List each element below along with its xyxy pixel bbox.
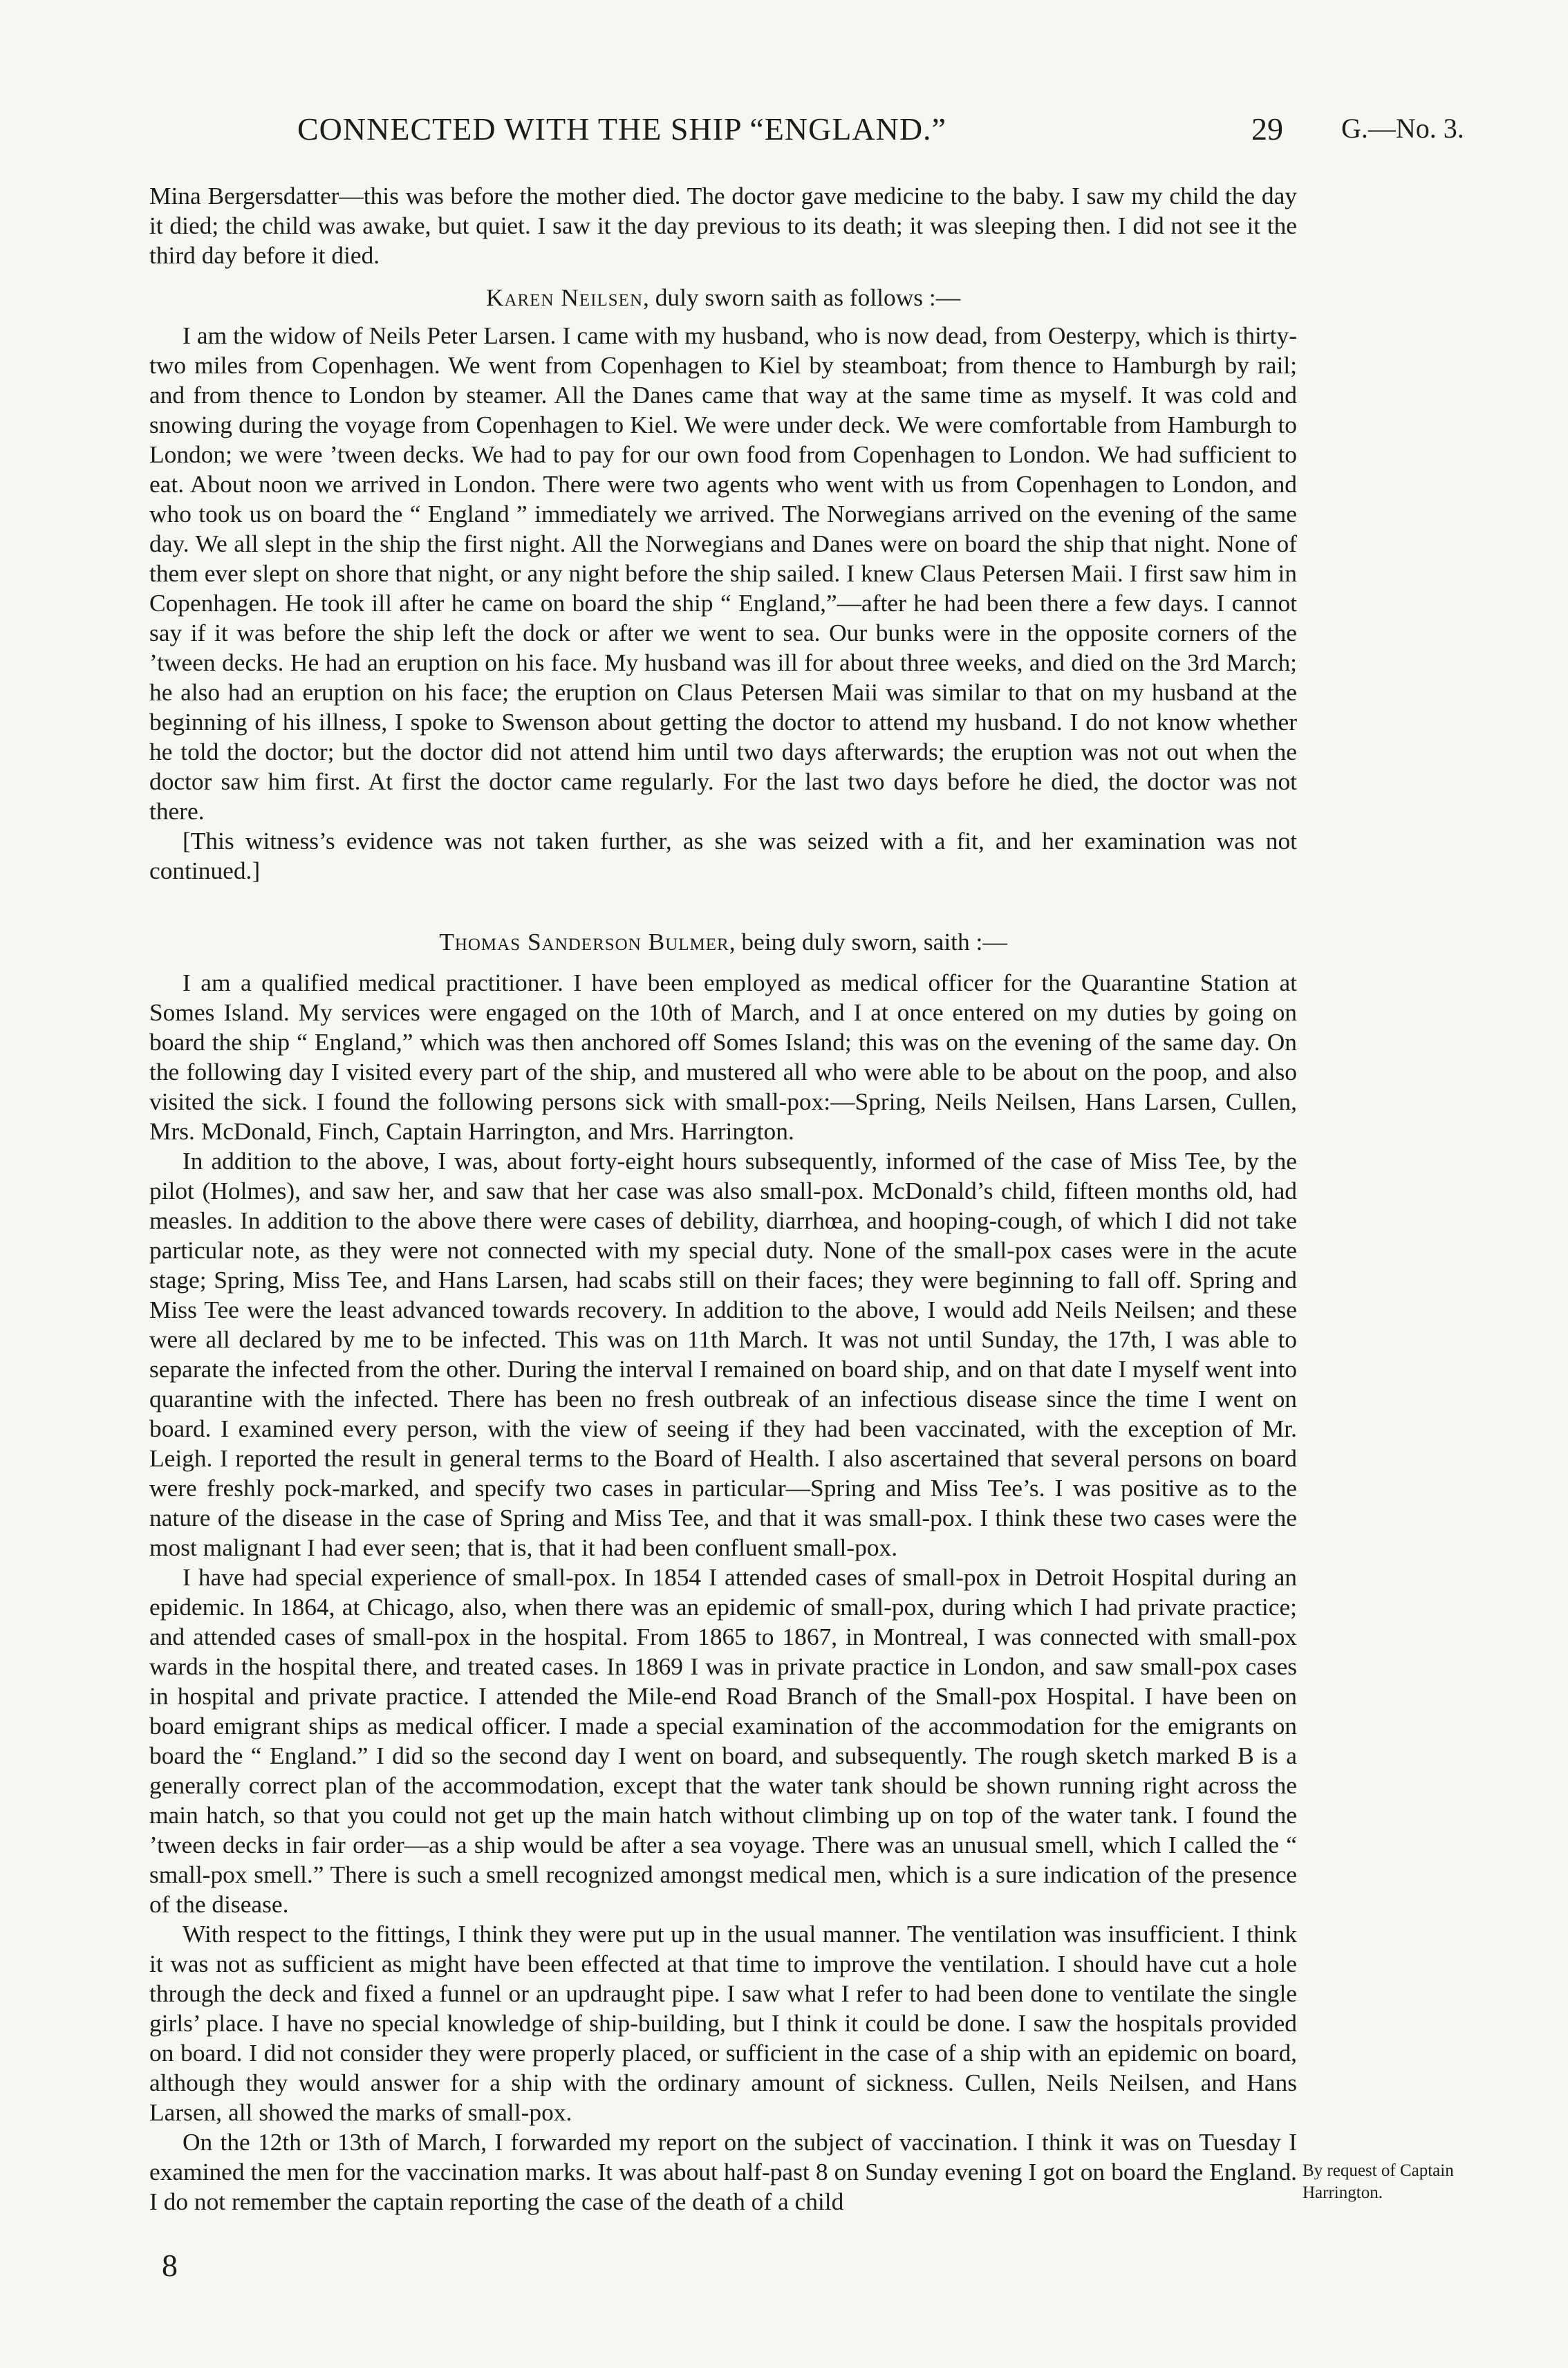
paragraph: I am the widow of Neils Peter Larsen. I came with my husband, who is now dead, from Oesterpy, which is thirty-two miles from Copenhagen. We went from Copenhagen to Kiel by steamboat; from thence to Hamburgh by rail; and from thence to London by steamer. All the Danes came that way at the same time as myself. It was cold and snowing during the voyage from Copenhagen to Kiel. We were under deck. We were comfortable from Hamburgh to London; we were ’tween decks. We had to pay for our own food from Copenhagen to London. We had sufficient to eat. About noon we arrived in London. There were two agents who went with us from Copenhagen to London, and who took us on board the “ England ” immediately we arrived. The Norwegians arrived on the evening of the same day. We all slept in the ship the first night. All the Norwegians and Danes were on board the ship that night. None of them ever slept on shore that night, or any night before the ship sailed. I knew Claus Petersen Maii. I first saw him in Copenhagen. He took ill after he came on board the ship “ England,”—after he had been there a few days. I cannot say if it was before the ship left the dock or after we went to sea. Our bunks were in the opposite corners of the ’tween decks. He had an eruption on his face. My husband was ill for about three weeks, and died on the 3rd March; he also had an eruption on his face; the eruption on Claus Petersen Maii was similar to that on my husband at the beginning of his illness, I spoke to Swenson about getting the doctor to attend my husband. I do not know whether he told the doctor; but the doctor did not attend him until two days afterwards; the eruption was not out when the doctor saw him first. At first the doctor came regularly. For the last two days before he died, the doctor was not there.	[149, 321, 1297, 825]
document-body	[149, 181, 1297, 2217]
paper-reference: G.—No. 3.	[1341, 113, 1464, 144]
witness-heading	[149, 283, 1297, 313]
running-title: CONNECTED WITH THE SHIP “ENGLAND.”	[297, 111, 946, 147]
paragraph: On the 12th or 13th of March, I forwarded my report on the subject of vaccination. I think it was on Tuesday I examined the men for the vaccination marks. It was about half-past 8 on Sunday evening I got on board the England. I do not remember the captain reporting the case of the death of a child	[149, 2128, 1297, 2215]
margin-note: By request of Captain Harrington.	[1303, 2161, 1454, 2202]
page-number: 29	[1251, 111, 1283, 147]
paragraph: Mina Bergersdatter—this was before the mother died. The doctor gave medicine to the baby. I saw my child the day it died; the child was awake, but quiet. I saw it the day previous to its death; it was sleeping then. I did not see it the third day before it died.	[149, 182, 1297, 269]
paragraph: With respect to the fittings, I think they were put up in the usual manner. The ventilation was insufficient. I think it was not as sufficient as might have been effected at that time to improve the ventilation. I should have cut a hole through the deck and fixed a funnel or an updraught pipe. I saw what I refer to had been done to ventilate the single girls’ place. I have no special knowledge of ship-building, but I think it could be done. I saw the hospitals provided on board. I did not consider they were properly placed, or sufficient in the case of a ship with an epidemic on board, although they would answer for a ship with the ordinary amount of sickness. Cullen, Neils Neilsen, and Hans Larsen, all showed the marks of small-pox.	[149, 1920, 1297, 2126]
page-header	[0, 111, 1568, 159]
paragraph: I have had special experience of small-pox. In 1854 I attended cases of small-pox in Detroit Hospital during an epidemic. In 1864, at Chicago, also, when there was an epidemic of small-pox, during which I had private practice; and attended cases of small-pox in the hospital. From 1865 to 1867, in Montreal, I was connected with small-pox wards in the hospital there, and treated cases. In 1869 I was in private practice in London, and saw small-pox cases in hospital and private practice. I attended the Mile-end Road Branch of the Small-pox Hospital. I have been on board emigrant ships as medical officer. I made a special examination of the accommodation for the emigrants on board the “ England.” I did so the second day I went on board, and subsequently. The rough sketch marked B is a generally correct plan of the accommodation, except that the water tank should be shown running right across the main hatch, so that you could not get up the main hatch without climbing up on top of the water tank. I found the ’tween decks in fair order—as a ship would be after a sea voyage. There was an unusual smell, which I called the “ small-pox smell.” There is such a smell recognized amongst medical men, which is a sure indication of the presence of the disease.	[149, 1563, 1297, 1918]
signature-mark: 8	[162, 2248, 178, 2283]
paragraph: In addition to the above, I was, about forty-eight hours subsequently, informed of the case of Miss Tee, by the pilot (Holmes), and saw her, and saw that her case was also small-pox. McDonald’s child, fifteen months old, had measles. In addition to the above there were cases of debility, diarrhœa, and hooping-cough, of which I did not take particular note, as they were not connected with my special duty. None of the small-pox cases were in the acute stage; Spring, Miss Tee, and Hans Larsen, had scabs still on their faces; they were beginning to fall off. Spring and Miss Tee were the least advanced towards recovery. In addition to the above, I would add Neils Neilsen; and these were all declared by me to be infected. This was on 11th March. It was not until Sunday, the 17th, I was able to separate the infected from the other. During the interval I remained on board ship, and on that date I myself went into quarantine with the infected. There has been no fresh outbreak of an infectious disease since the time I went on board. I examined every person, with the view of seeing if they had been vaccinated, with the exception of Mr. Leigh. I reported the result in general terms to the Board of Health. I also ascertained that several persons on board were freshly pock-marked, and specify two cases in particular—Spring and Miss Tee’s. I was positive as to the nature of the disease in the case of Spring and Miss Tee, and that it was small-pox. I think these two cases were the most malignant I had ever seen; that is, that it had been confluent small-pox.	[149, 1147, 1297, 1561]
witness-heading	[149, 927, 1297, 957]
witness-name: Thomas Sanderson Bulmer	[439, 928, 729, 955]
editorial-note: [This witness’s evidence was not taken further, as she was seized with a fit, and her examination was not continued.]	[149, 827, 1297, 884]
witness-heading-text: , being duly sworn, saith :—	[729, 928, 1007, 955]
paragraph: I am a qualified medical practitioner. I have been employed as medical officer for the Quarantine Station at Somes Island. My services were engaged on the 10th of March, and I at once entered on my duties by going on board the ship “ England,” which was then anchored off Somes Island; this was on the evening of the same day. On the following day I visited every part of the ship, and mustered all who were able to be about on the poop, and also visited the sick. I found the following persons sick with small-pox:—Spring, Neils Neilsen, Hans Larsen, Cullen, Mrs. McDonald, Finch, Captain Harrington, and Mrs. Harrington.	[149, 969, 1297, 1145]
witness-name: Karen Neilsen	[485, 283, 644, 311]
witness-heading-text: , duly sworn saith as follows :—	[643, 283, 961, 311]
